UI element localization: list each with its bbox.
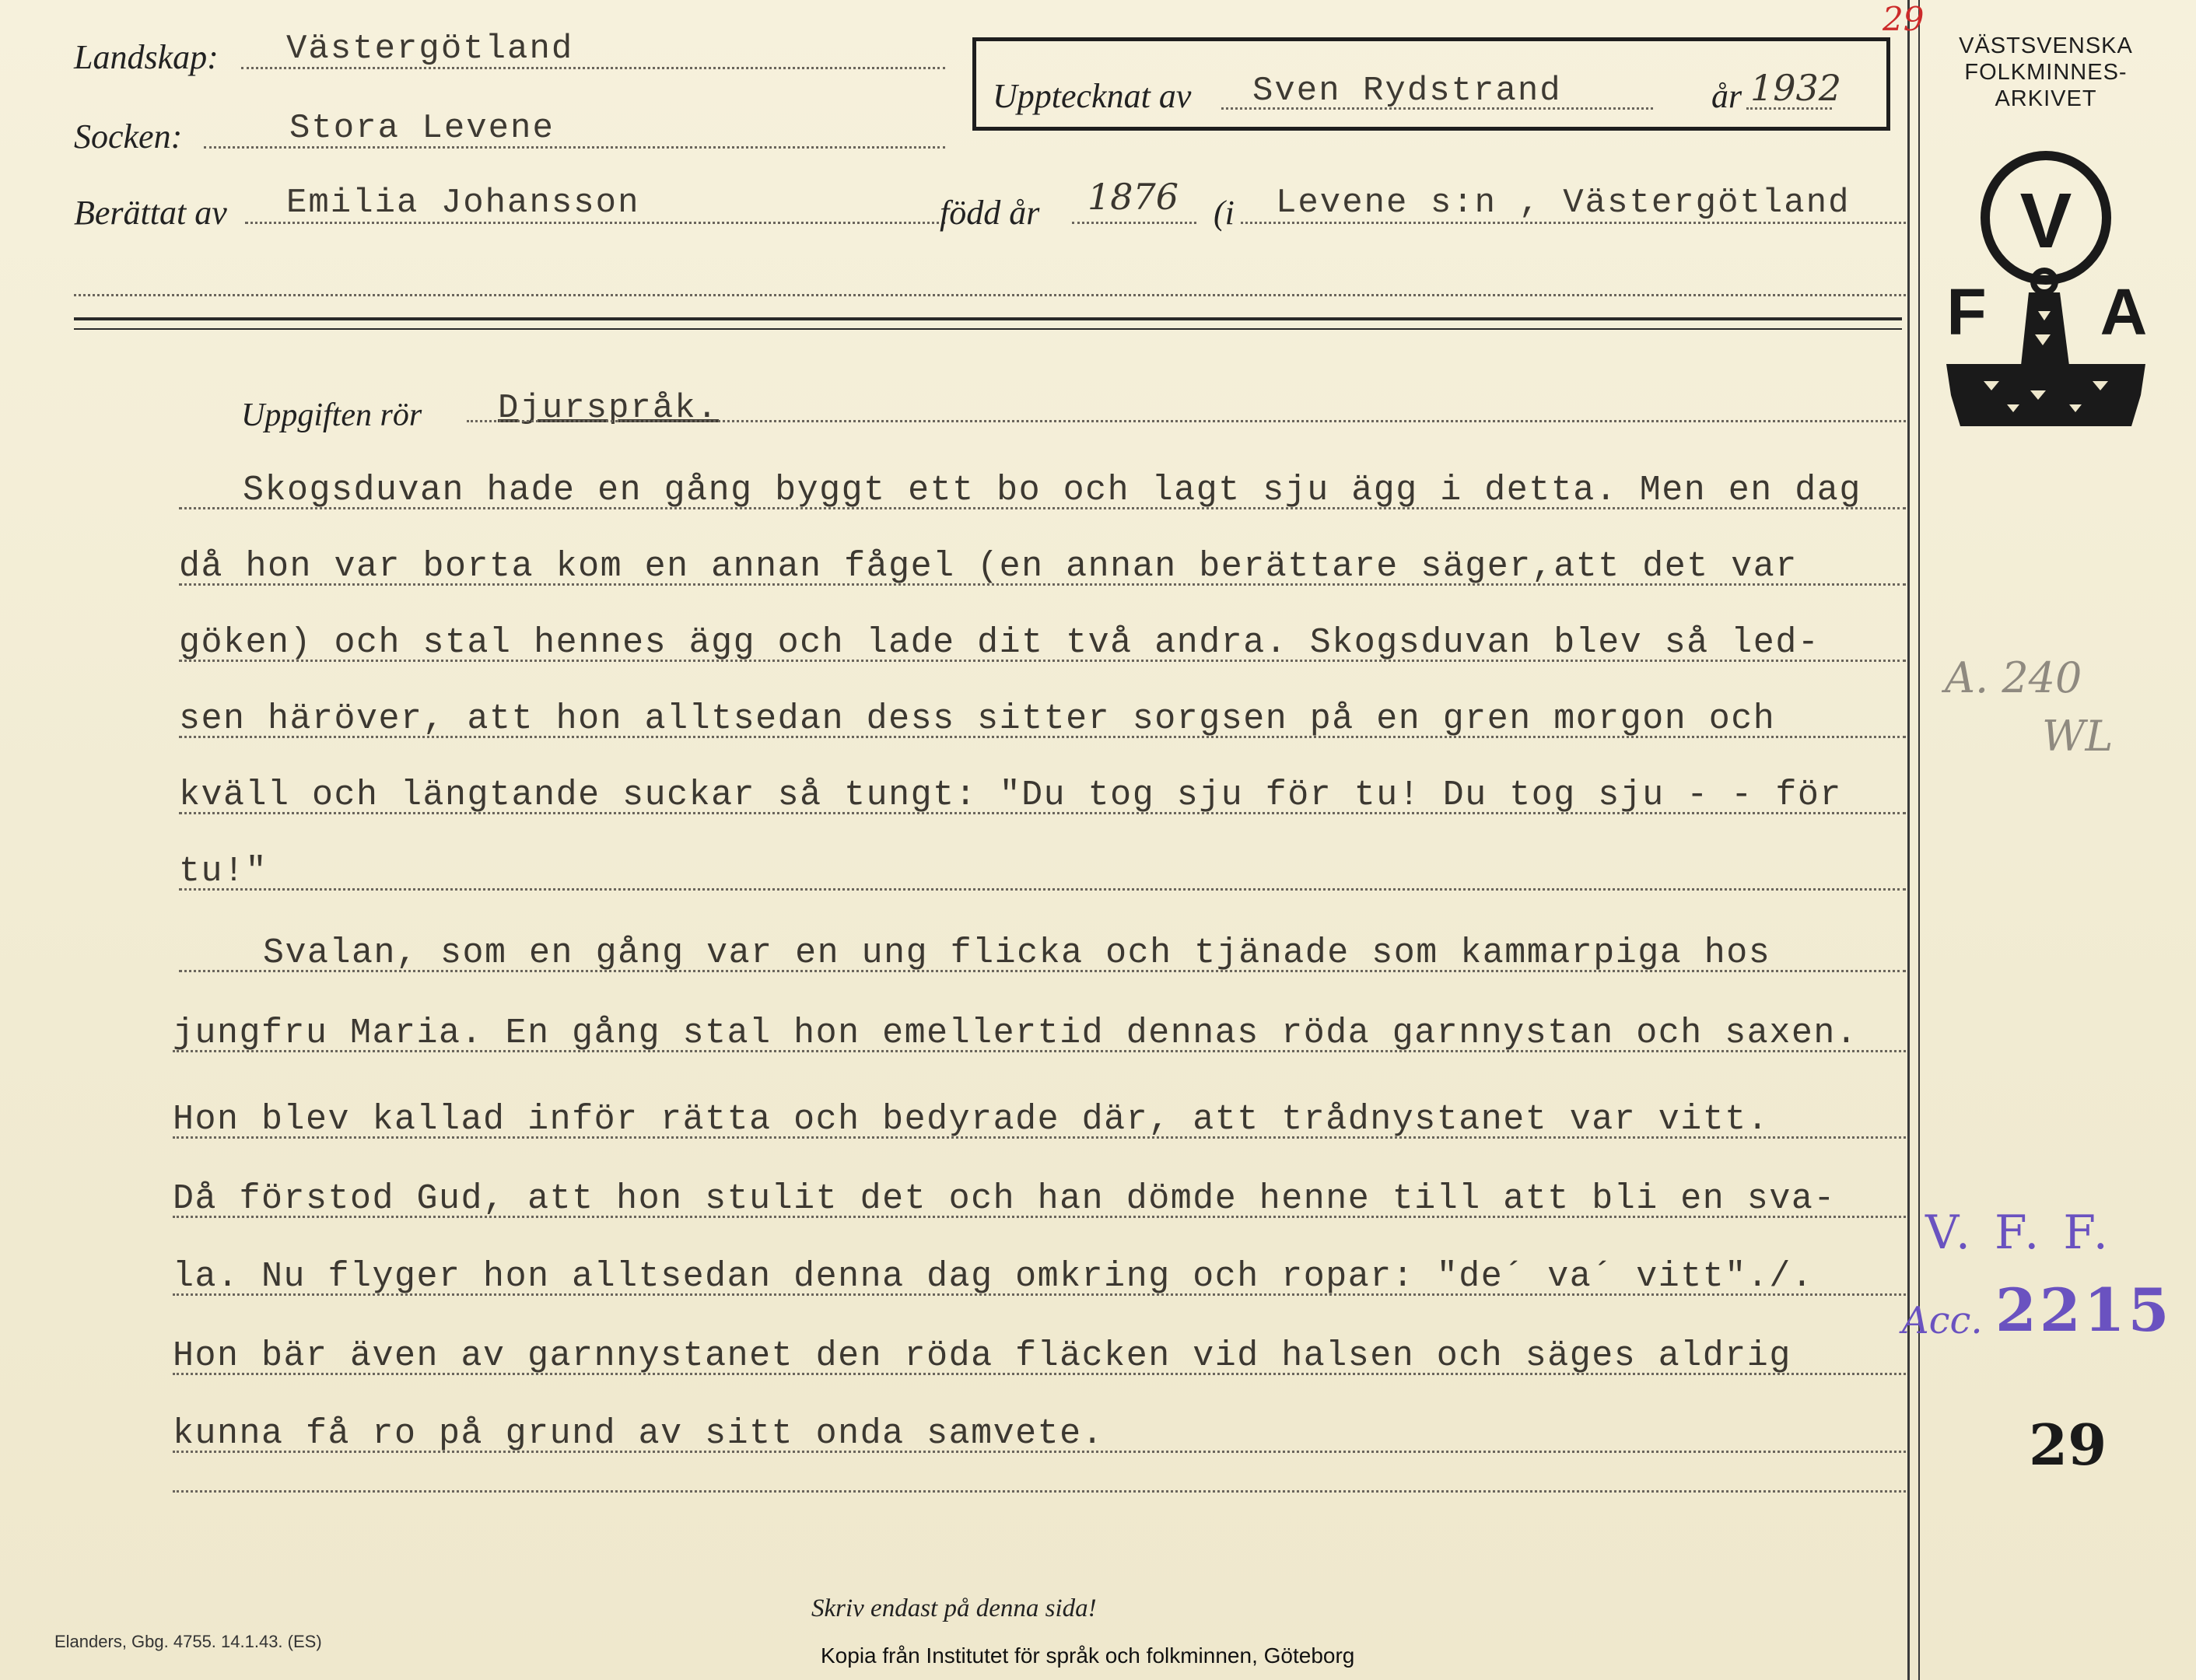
header-rule-bottom: [74, 328, 1902, 330]
ar-label: år: [1711, 77, 1742, 115]
subject-value: Djurspråk.: [498, 389, 720, 428]
ar-dotted-line: [1746, 107, 1832, 110]
subject-label: Uppgiften rör: [241, 397, 422, 433]
ruled-line-8: [173, 1050, 1906, 1052]
uppteck-label: Upptecknat av: [993, 77, 1192, 115]
uppteck-value: Sven Rydstrand: [1252, 72, 1562, 110]
logo-letter-f: F: [1946, 275, 1987, 348]
ruled-line-11: [173, 1293, 1906, 1296]
archive-name-line-2: FOLKMINNES-: [1964, 60, 2128, 85]
ruled-line-7: [179, 970, 1906, 972]
fodd-dotted-line: [1072, 222, 1196, 224]
ar-value: 1932: [1750, 67, 1842, 109]
archive-name-line-1: VÄSTSVENSKA: [1959, 33, 2133, 58]
ruled-line-6: [179, 888, 1906, 891]
socken-value: Stora Levene: [289, 109, 555, 148]
birthplace-value: Levene s:n , Västergötland: [1276, 184, 1851, 222]
ruled-line-13: [173, 1451, 1906, 1453]
archive-name: [1949, 33, 2143, 112]
extra-dotted-line: [74, 294, 1906, 296]
birthplace-open: (i: [1214, 194, 1235, 232]
body-line-3: göken) och stal hennes ägg och lade dit två andra. Skogsduvan blev så led-: [179, 623, 1820, 663]
logo-letter-a: A: [2100, 275, 2148, 348]
margin-line-right: [1918, 0, 1920, 1680]
body-line-4: sen häröver, att hon alltsedan dess sitter sorgsen på en gren morgon och: [179, 699, 1776, 739]
vfa-hammer-logo-icon: [1937, 148, 2155, 443]
header-rule-top: [74, 317, 1902, 320]
stamp-acc-prefix: Acc.: [1902, 1299, 1983, 1342]
fodd-value: 1876: [1087, 176, 1179, 218]
ruled-line-4: [179, 736, 1906, 738]
body-line-9: Hon blev kallad inför rätta och bedyrade där, att trådnystanet var vitt.: [173, 1100, 1770, 1139]
landskap-label: Landskap:: [74, 38, 219, 76]
body-line-10: Då förstod Gud, att hon stulit det och han dömde henne till att bli en sva-: [173, 1179, 1836, 1219]
ruled-line-1: [179, 507, 1906, 509]
initials: WL: [2042, 712, 2114, 761]
margin-line-left: [1907, 0, 1910, 1680]
ruled-line-2: [179, 583, 1906, 586]
fodd-label: född år: [940, 194, 1040, 232]
body-line-8: jungfru Maria. En gång stal hon emellertid dennas röda garnnystan och saxen.: [173, 1013, 1858, 1053]
body-line-2: då hon var borta kom en annan fågel (en annan berättare säger,att det var: [179, 547, 1798, 586]
archive-code: A. 240: [1945, 653, 2082, 702]
uppteck-dotted-line: [1221, 107, 1653, 110]
landskap-dotted-line: [241, 67, 945, 69]
body-line-6: tu!": [179, 852, 268, 891]
subject-dotted-line: [467, 420, 1906, 422]
body-line-11: la. Nu flyger hon alltsedan denna dag omkring och ropar: "de´ va´ vitt"./.: [173, 1257, 1814, 1297]
stamp-vff: V. F. F.: [1925, 1206, 2113, 1260]
body-line-13: kunna få ro på grund av sitt onda samvete.: [173, 1414, 1105, 1454]
footer-instruction: Skriv endast på denna sida!: [811, 1594, 1097, 1622]
body-line-1: Skogsduvan hade en gång byggt ett bo och lagt sju ägg i detta. Men en dag: [243, 471, 1862, 510]
page-number: 29: [2029, 1412, 2107, 1478]
body-line-7: Svalan, som en gång var en ung flicka och tjänade som kammarpiga hos: [263, 933, 1771, 973]
body-line-5: kväll och längtande suckar så tungt: "Du tog sju för tu! Du tog sju - - för: [179, 775, 1842, 815]
ruled-line-10: [173, 1216, 1906, 1218]
logo-letter-v: V: [2019, 177, 2072, 264]
berattat-value: Emilia Johansson: [286, 184, 640, 222]
birthplace-dotted-line: [1241, 222, 1906, 224]
socken-label: Socken:: [74, 117, 183, 156]
body-line-12: Hon bär även av garnnystanet den röda fläcken vid halsen och säges aldrig: [173, 1336, 1791, 1376]
printer-note: Elanders, Gbg. 4755. 14.1.43. (ES): [54, 1632, 322, 1651]
ruled-line-9: [173, 1136, 1906, 1139]
berattat-dotted-line: [245, 222, 945, 224]
copy-notice: Kopia från Institutet för språk och folkminnen, Göteborg: [821, 1643, 1355, 1668]
socken-dotted-line: [204, 146, 945, 149]
archive-name-line-3: ARKIVET: [1995, 86, 2097, 111]
berattat-label: Berättat av: [74, 194, 227, 232]
red-page-number: 29: [1883, 0, 1925, 38]
ruled-line-14: [173, 1490, 1906, 1493]
landskap-value: Västergötland: [286, 30, 574, 68]
ruled-line-5: [179, 812, 1906, 814]
ruled-line-3: [179, 660, 1906, 662]
stamp-acc-number: 2215: [1995, 1276, 2173, 1345]
ruled-line-12: [173, 1373, 1906, 1375]
